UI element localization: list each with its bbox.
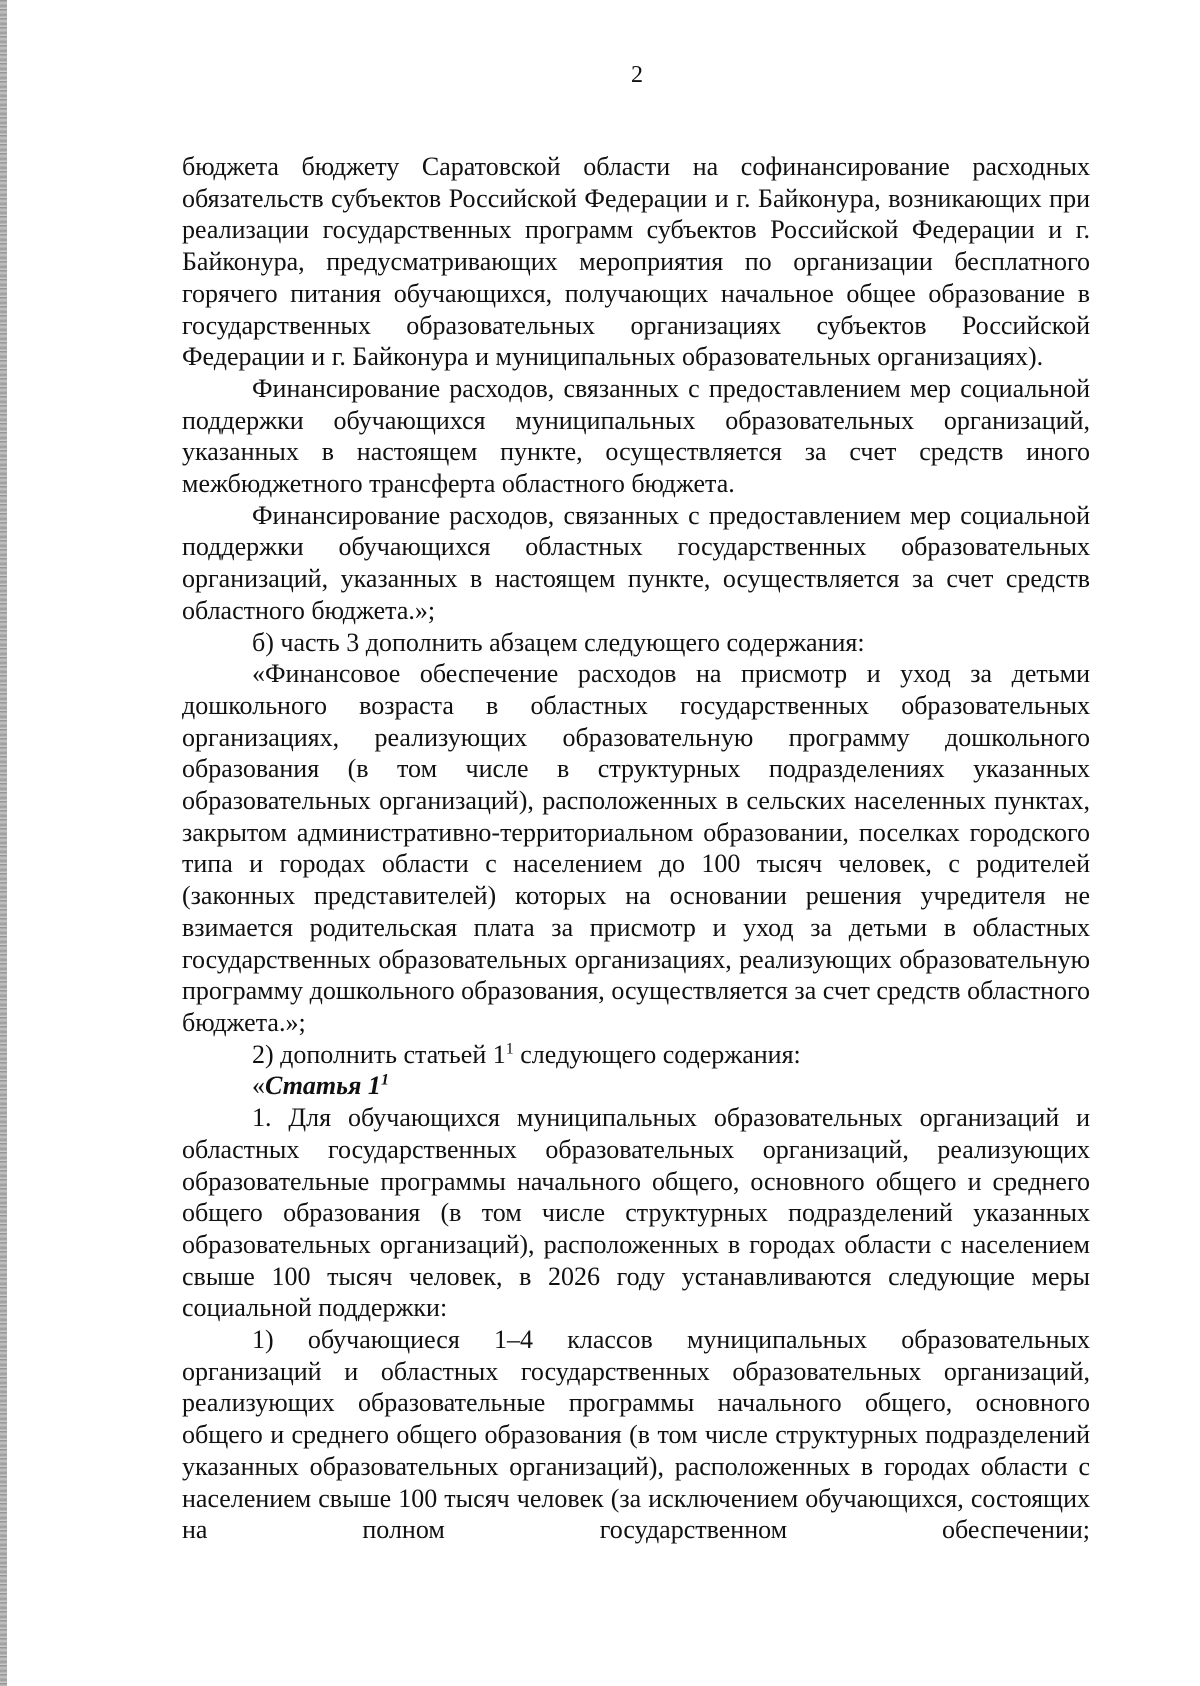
document-body xyxy=(182,151,1090,1546)
paragraph-subpoint-1: 1) обучающиеся 1–4 классов муниципальных образовательных организаций и областных государственных образовательных организаций, реализующих образовательные программы начального общего, основного общего и среднего общего образования (в том числе структурных подразделений указанных образовательных организаций), расположенных в городах области с населением свыше 100 тысяч человек (за исключением обучающихся, состоящих на полном государственном обеспечении; xyxy=(182,1325,1090,1545)
paragraph-part-3-amendment: б) часть 3 дополнить абзацем следующего содержания: xyxy=(252,627,865,657)
scan-edge xyxy=(0,0,7,1686)
article-heading xyxy=(182,1070,1090,1102)
article-opening-quote: « xyxy=(252,1071,265,1101)
add-article-text-end: следующего содержания: xyxy=(513,1039,801,1069)
paragraph-article-point-1: 1. Для обучающихся муниципальных образовательных организаций и областных государственных образовательных организаций, реализующих образовательные программы начального общего, основного общего и среднего общего образования (в том числе структурных подразделений указанных образовательных организаций), расположенных в городах области с населением свыше 100 тысяч человек, в 2026 году устанавливаются следующие меры социальной поддержки: xyxy=(182,1103,1090,1323)
paragraph-add-article xyxy=(182,1039,1090,1071)
paragraph-financing-municipal: Финансирование расходов, связанных с предоставлением мер социальной поддержки обучающихся муниципальных образовательных организаций, указанных в настоящем пункте, осуществляется за счет средств иного межбюджетного трансферта областного бюджета. xyxy=(182,373,1090,499)
paragraph-budget-continuation: бюджета бюджету Саратовской области на софинансирование расходных обязательств субъектов Российской Федерации и г. Байконура, возникающих при реализации государственных программ субъектов Российской Федерации и г. Байконура, предусматривающих мероприятия по организации бесплатного горячего питания обучающихся, получающих начальное общее образование в государственных образовательных организациях субъектов Российской Федерации и г. Байконура и муниципальных образовательных организациях). xyxy=(182,152,1090,372)
article-title: Статья 1 xyxy=(265,1071,381,1101)
paragraph-preschool-financing: «Финансовое обеспечение расходов на присмотр и уход за детьми дошкольного возраста в областных государственных образовательных организациях, реализующих образовательную программу дошкольного образования (в том числе в структурных подразделениях указанных образовательных организаций), расположенных в сельских населенных пунктах, закрытом административно-территориальном образовании, поселках городского типа и городах области с населением до 100 тысяч человек, с родителей (законных представителей) которых на основании решения учредителя не взимается родительская плата за присмотр и уход за детьми в областных государственных образовательных организациях, реализующих образовательную программу дошкольного образования, осуществляется за счет средств областного бюджета.»; xyxy=(182,659,1090,1037)
article-title-superscript: 1 xyxy=(380,1071,389,1089)
paragraph-financing-regional: Финансирование расходов, связанных с предоставлением мер социальной поддержки обучающихся областных государственных образовательных организаций, указанных в настоящем пункте, осуществляется за счет средств областного бюджета.»; xyxy=(182,500,1090,625)
page-number: 2 xyxy=(631,62,643,88)
add-article-superscript: 1 xyxy=(505,1040,514,1058)
add-article-text: 2) дополнить статьей 1 xyxy=(252,1039,506,1069)
